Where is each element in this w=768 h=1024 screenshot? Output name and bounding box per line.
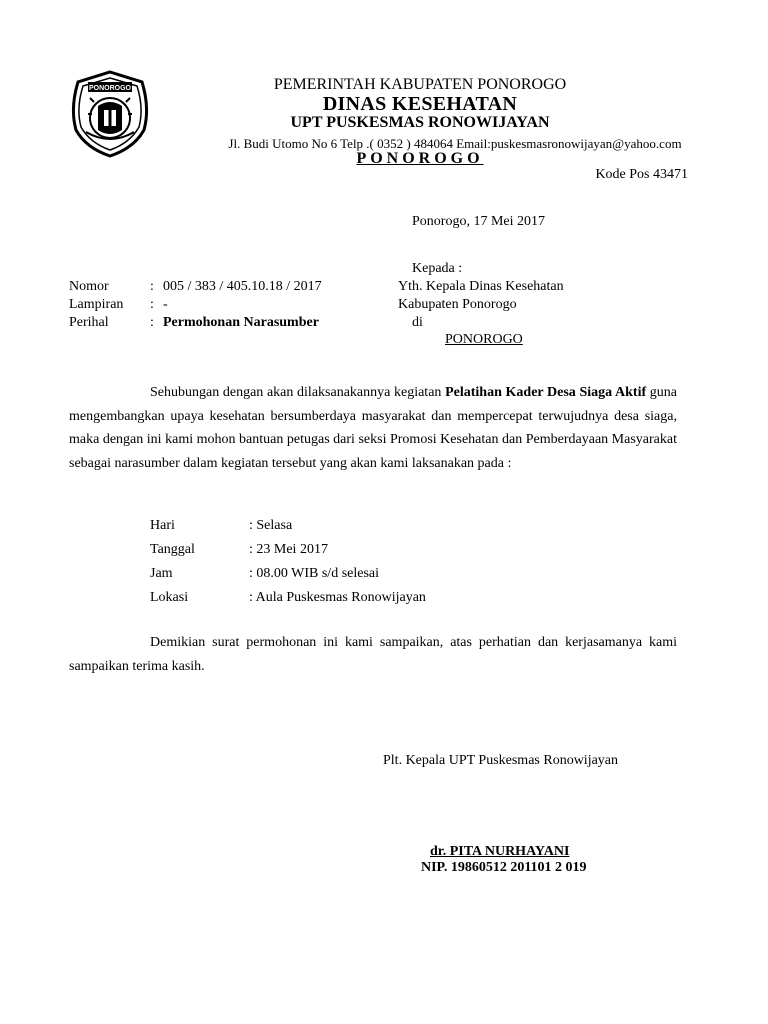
unit-title: UPT PUSKESMAS RONOWIJAYAN [290, 114, 550, 131]
signatory-nip: NIP. 19860512 201101 2 019 [421, 860, 587, 875]
meta-colon: : [150, 279, 154, 294]
schedule-value: : Aula Puskesmas Ronowijayan [249, 590, 426, 605]
nomor-value: 005 / 383 / 405.10.18 / 2017 [163, 279, 322, 294]
schedule-value: : Selasa [249, 518, 293, 533]
postal-code: Kode Pos 43471 [595, 167, 688, 182]
government-title: PEMERINTAH KABUPATEN PONOROGO [273, 76, 567, 93]
event-name: Pelatihan Kader Desa Siaga Aktif [445, 385, 647, 400]
recipient-city: PONOROGO [445, 332, 523, 347]
meta-colon: : [150, 315, 154, 330]
body-paragraph [69, 381, 677, 475]
recipient-line: di [412, 315, 423, 330]
schedule-value: : 08.00 WIB s/d selesai [249, 566, 380, 581]
schedule-label: Tanggal [150, 542, 195, 557]
seal-lettering: PONOROGO [88, 85, 132, 92]
lampiran-label: Lampiran [69, 297, 124, 312]
signatory-position: Plt. Kepala UPT Puskesmas Ronowijayan [383, 753, 619, 768]
perihal-label: Perihal [69, 315, 109, 330]
letterhead-city: PONOROGO [356, 150, 484, 167]
body-text: Sehubungan dengan akan dilaksanakannya kegiatan [150, 385, 446, 400]
recipient-line: Yth. Kepala Dinas Kesehatan [398, 279, 564, 294]
recipient-heading: Kepada : [412, 261, 463, 276]
lampiran-value: - [163, 297, 168, 312]
meta-colon: : [150, 297, 154, 312]
ponorogo-seal-icon [64, 68, 156, 160]
schedule-label: Jam [150, 566, 173, 581]
nomor-label: Nomor [69, 279, 109, 294]
address-line: Jl. Budi Utomo No 6 Telp .( 0352 ) 484064 Email:puskesmasronowijayan@yahoo.com [228, 136, 682, 151]
perihal-value: Permohonan Narasumber [163, 315, 319, 330]
schedule-label: Lokasi [150, 590, 189, 605]
recipient-line: Kabupaten Ponorogo [398, 297, 517, 312]
schedule-value: : 23 Mei 2017 [249, 542, 328, 557]
letter-date: Ponorogo, 17 Mei 2017 [412, 214, 545, 229]
body-text: guna mengembangkan upaya kesehatan bersumberdaya masyarakat dan mempercepat terwujudnya desa siaga, maka dengan ini kami mohon bantuan petugas dari seksi Promosi Kesehatan dan Pemberdayaan Masyarakat sebagai narasumber dalam kegiatan tersebut yang akan kami laksanakan pada : [69, 385, 677, 471]
schedule-label: Hari [150, 518, 175, 533]
agency-title: DINAS KESEHATAN [322, 93, 518, 115]
closing-paragraph: Demikian surat permohonan ini kami sampaikan, atas perhatian dan kerjasamanya kami sampaikan terima kasih. [69, 635, 677, 674]
signatory-name: dr. PITA NURHAYANI [430, 844, 570, 859]
